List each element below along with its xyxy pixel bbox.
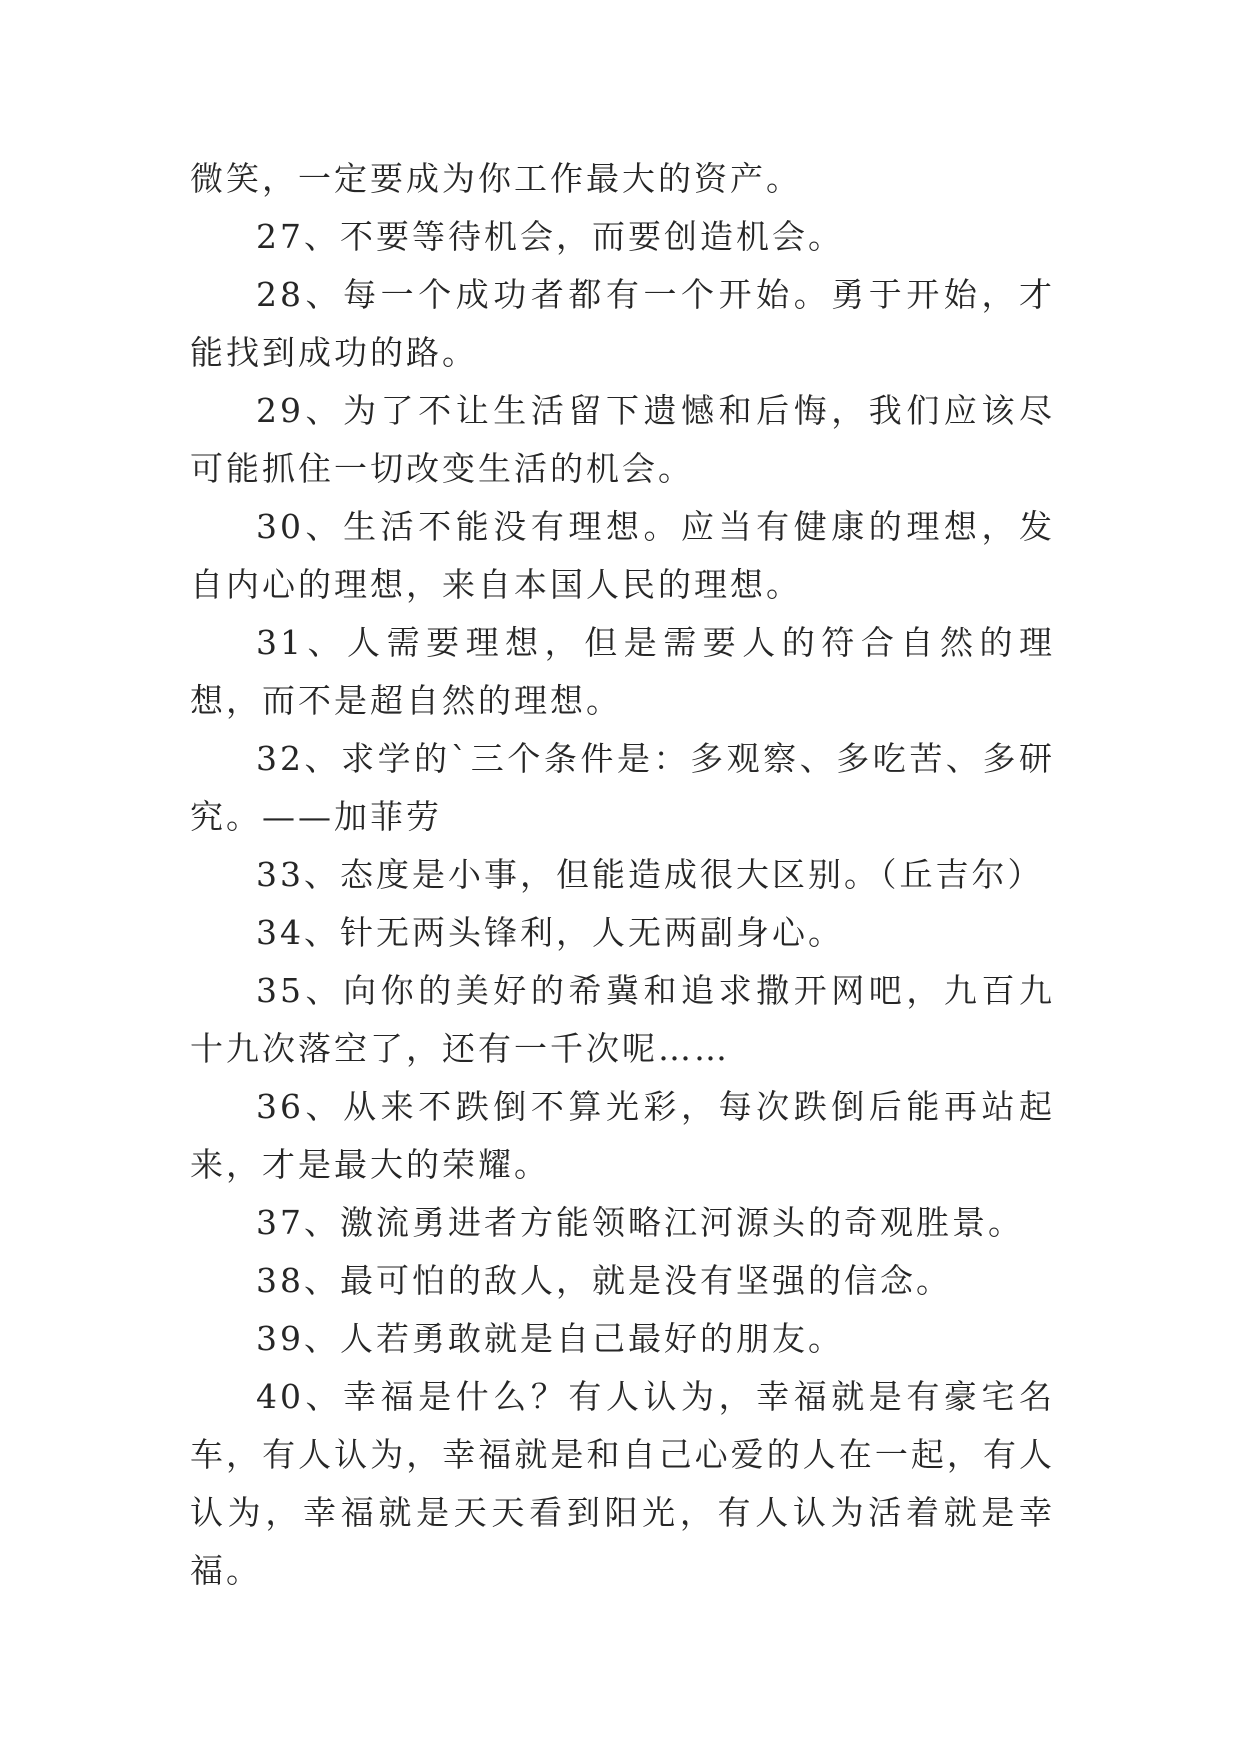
- quote-35: 35、向你的美好的希冀和追求撒开网吧，九百九十九次落空了，还有一千次呢……: [190, 971, 1055, 1068]
- quote-32: 32、求学的`三个条件是：多观察、多吃苦、多研究。——加菲劳: [190, 739, 1055, 836]
- quote-30: 30、生活不能没有理想。应当有健康的理想，发自内心的理想，来自本国人民的理想。: [190, 507, 1055, 604]
- quote-31: 31、人需要理想，但是需要人的符合自然的理想，而不是超自然的理想。: [190, 623, 1055, 720]
- quote-38: 38、最可怕的敌人，就是没有坚强的信念。: [256, 1261, 952, 1300]
- quote-27: 27、不要等待机会，而要创造机会。: [256, 217, 844, 256]
- quote-37: 37、激流勇进者方能领略江河源头的奇观胜景。: [256, 1203, 1024, 1242]
- quote-39: 39、人若勇敢就是自己最好的朋友。: [256, 1319, 844, 1358]
- quote-28: 28、每一个成功者都有一个开始。勇于开始，才能找到成功的路。: [190, 275, 1055, 372]
- quote-34: 34、针无两头锋利，人无两副身心。: [256, 913, 844, 952]
- document-body: [190, 150, 1055, 1600]
- paragraph-continuation: 微笑，一定要成为你工作最大的资产。: [190, 159, 802, 198]
- quote-29: 29、为了不让生活留下遗憾和后悔，我们应该尽可能抓住一切改变生活的机会。: [190, 391, 1055, 488]
- quote-36: 36、从来不跌倒不算光彩，每次跌倒后能再站起来，才是最大的荣耀。: [190, 1087, 1055, 1184]
- quote-33: 33、态度是小事，但能造成很大区别。（丘吉尔）: [256, 855, 1044, 894]
- quote-40: 40、幸福是什么？有人认为，幸福就是有豪宅名车，有人认为，幸福就是和自己心爱的人在一起，有人认为，幸福就是天天看到阳光，有人认为活着就是幸福。: [190, 1377, 1055, 1590]
